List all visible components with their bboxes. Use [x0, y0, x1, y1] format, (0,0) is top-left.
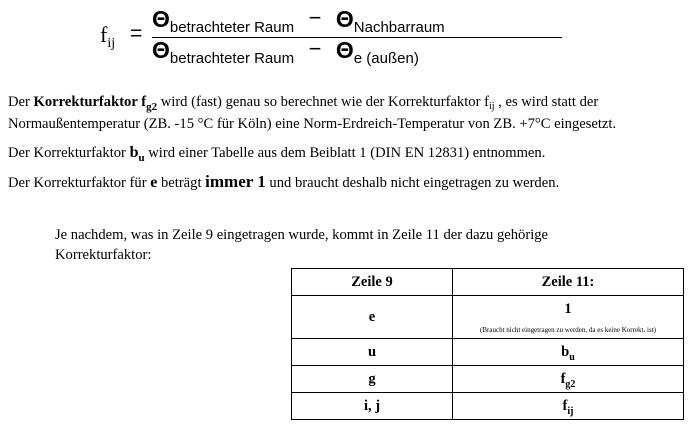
numerator-term2-subscript: Nachbarraum [353, 19, 445, 36]
cell-value: f [560, 370, 566, 387]
numerator-term1-subscript: betrachteter Raum [169, 19, 295, 36]
formula-lhs-subscript: ij [107, 36, 116, 51]
paragraph-text: wird einer Tabelle aus dem Beiblatt 1 (DIN EN 12831) entnommen. [144, 145, 546, 161]
formula-denominator [152, 36, 562, 67]
bold-term: b [129, 144, 139, 161]
paragraph-text: Der Korrekturfaktor [8, 145, 130, 161]
formula-lhs-symbol: f [100, 22, 108, 47]
table-cell [453, 296, 684, 339]
theta-symbol: Θ [335, 6, 354, 32]
table-cell: e [292, 296, 453, 339]
table-row [292, 393, 684, 420]
table-cell: i, j [292, 393, 453, 420]
paragraph-text: wird (fast) genau so berechnet wie der Korrekturfaktor f [157, 94, 489, 110]
subscript: u [138, 152, 145, 164]
paragraph-text: und braucht deshalb nicht eingetragen zu werden. [265, 175, 560, 191]
correction-factor-table [291, 268, 684, 420]
correction-factor-formula [100, 5, 480, 67]
cell-value: 1 [564, 300, 572, 317]
table-row [292, 339, 684, 366]
paragraph-bu [8, 143, 694, 164]
bold-term: immer 1 [205, 172, 266, 191]
formula-lhs [100, 22, 115, 52]
subscript: ij [567, 405, 574, 417]
paragraph-fg2 [8, 92, 694, 134]
theta-symbol: Θ [335, 37, 354, 63]
table-row [292, 366, 684, 393]
bold-term: e [150, 174, 158, 191]
table-cell: g [292, 366, 453, 393]
cell-value: f [562, 397, 568, 414]
theta-symbol: Θ [152, 6, 170, 32]
paragraph-e [8, 172, 694, 193]
paragraph-text: Der [8, 94, 34, 110]
paragraph-intro-table: Je nachdem, was in Zeile 9 eingetragen wurde, kommt in Zeile 11 der dazu gehörige Korrekturfaktor: [55, 227, 549, 263]
table-header-row [292, 269, 684, 296]
cell-note: (Braucht nicht eingetragen zu werden, da es keine Korrekt. ist) [480, 325, 656, 334]
table-cell [453, 393, 684, 420]
table-header-cell: Zeile 11: [453, 269, 684, 296]
numerator-minus-sign: − [308, 5, 322, 30]
formula-equals-sign: = [130, 22, 143, 45]
table-cell [453, 366, 684, 393]
denominator-term2-subscript: e (außen) [353, 50, 419, 67]
table-cell [453, 339, 684, 366]
paragraph-text: beträgt [157, 175, 206, 191]
table-row [292, 296, 684, 339]
subscript: g2 [565, 378, 576, 390]
formula-numerator [152, 5, 562, 36]
cell-value: b [561, 343, 570, 360]
subscript: g2 [146, 101, 158, 113]
bold-term-korrekturfaktor: Korrekturfaktor f [33, 94, 147, 110]
denominator-minus-sign: − [308, 36, 322, 61]
theta-symbol: Θ [152, 37, 170, 63]
subscript: ij [488, 101, 495, 112]
table-header-cell: Zeile 9 [292, 269, 453, 296]
paragraph-text: Der Korrekturfaktor für [8, 175, 151, 191]
denominator-term1-subscript: betrachteter Raum [169, 50, 295, 67]
table-cell: u [292, 339, 453, 366]
subscript: u [569, 351, 575, 363]
paragraph-text: , es wird statt der Normaußentemperatur (ZB. -15 °C für Köln) eine Norm-Erdreich-Temperatur von ZB. +7°C eingesetzt. [8, 94, 617, 132]
